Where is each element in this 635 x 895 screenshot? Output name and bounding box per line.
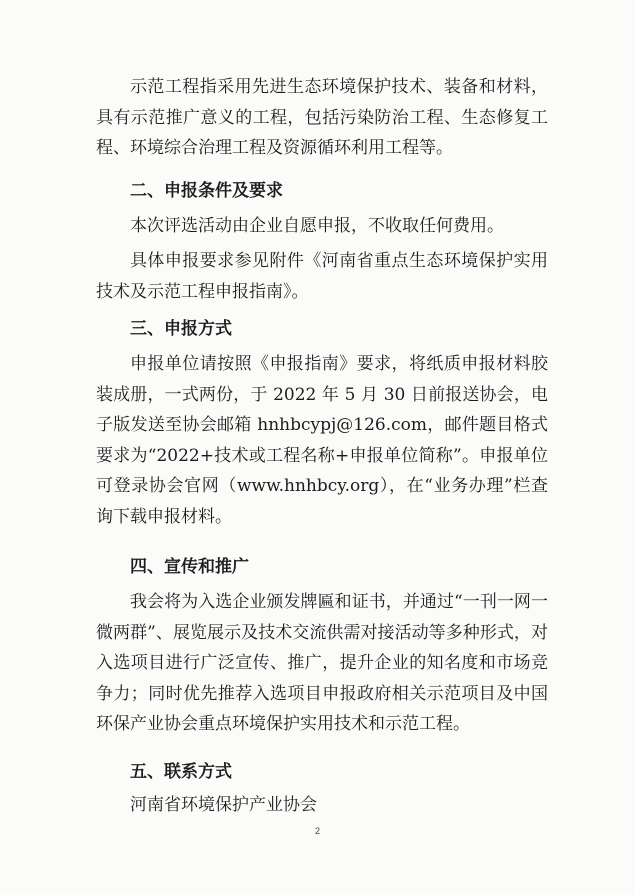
heading-contact: 五、联系方式 — [130, 762, 232, 782]
paragraph-voluntary-application: 本次评选活动由企业自愿申报，不收取任何费用。 — [130, 216, 504, 236]
heading-publicity: 四、宣传和推广 — [130, 557, 249, 577]
paragraph-demo-project-definition: 示范工程指采用先进生态环境保护技术、装备和材料，具有示范推广意义的工程，包括污染防治工程、生态修复工程、环境综合治理工程及资源循环利用工程等。 — [96, 77, 548, 158]
paragraph-publicity-details: 我会将为入选企业颁发牌匾和证书，并通过“一刊一网一微两群”、展览展示及技术交流供需对接活动等多种形式，对入选项目进行广泛宣传、推广，提升企业的知名度和市场竞争力；同时优先推荐入选项目申报政府相关示范项目及中国环保产业协会重点环境保护实用技术和示范工程。 — [96, 592, 548, 734]
heading-application-method: 三、申报方式 — [130, 319, 232, 339]
paragraph-guideline-reference: 具体申报要求参见附件《河南省重点生态环境保护实用技术及示范工程申报指南》。 — [96, 251, 548, 302]
page-number: 2 — [314, 826, 320, 836]
heading-application-requirements: 二、申报条件及要求 — [130, 181, 283, 201]
paragraph-contact-org: 河南省环境保护产业协会 — [130, 795, 317, 815]
paragraph-submission-details: 申报单位请按照《申报指南》要求，将纸质申报材料胶装成册，一式两份，于 2022 年 5 月 30 日前报送协会，电子版发送至协会邮箱 hnhbcypj@126.com，邮件题目格式要求为“2022+技术或工程名称+申报单位简称”。申报单位可登录协会官网（www.hnhbcy.org），在“业务办理”栏查询下载申报材料。 — [96, 354, 548, 527]
